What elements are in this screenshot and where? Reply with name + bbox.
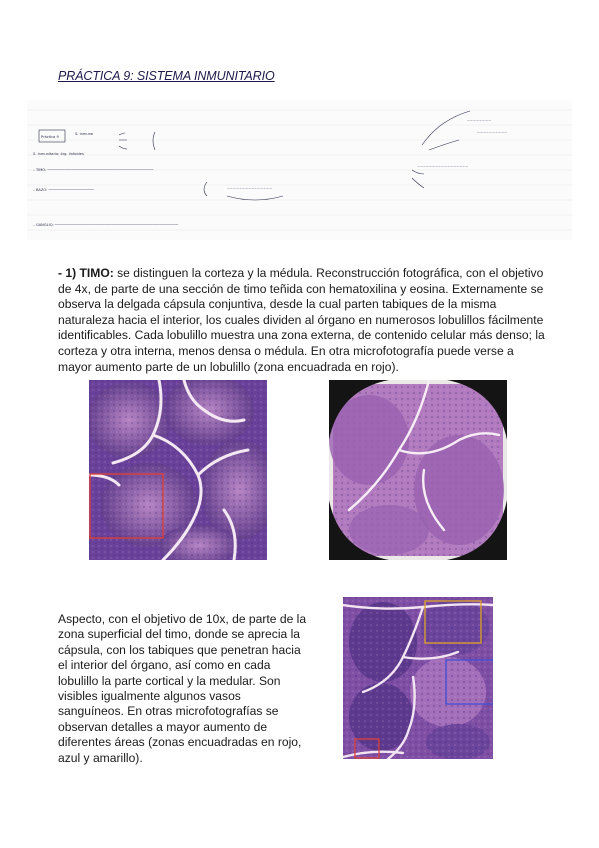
thymus-micrograph-10x (343, 597, 493, 759)
thymus-heading: - 1) TIMO: (58, 266, 114, 280)
notes-header: S. inmune (75, 132, 94, 136)
thymus-micrograph-4x (89, 380, 267, 560)
svg-text:– TIMO: ──────────────────────: – TIMO: ───────────────────────────────────────────────── (33, 168, 154, 172)
svg-text:~~~~~~~~: ~~~~~~~~ (467, 119, 492, 123)
notes-line1: S. inmunitario: órg. linfoides (33, 152, 84, 156)
thymus-text: se distinguen la corteza y la médula. Reconstrucción fotográfica, con el objetivo de 4x, de parte de una sección de timo teñida con hematoxilina y eosina. Externamente se observa la delgada cápsula conjuntiva, desde la cual parten tabiques de la misma naturaleza hacia el interior, los cuales dividen al órgano en numerosos lobulillos fácilmente identificables. Cada lobulillo muestra una zona externa, de contenido celular más denso; la corteza y otra interna, menos densa o médula. En otra microfotografía puede verse a mayor aumento parte de un lobulillo (zona encuadrada en rojo). (58, 266, 545, 374)
thymus-description (58, 266, 550, 375)
svg-text:~~~~~~~~~~~~~~~~~: ~~~~~~~~~~~~~~~~~ (417, 165, 469, 169)
svg-text:~~~~~~~~~~~~~~~: ~~~~~~~~~~~~~~~ (227, 187, 273, 191)
svg-text:~~~~~~~~~~: ~~~~~~~~~~ (477, 131, 508, 135)
handwritten-notes-image (27, 100, 572, 240)
svg-text:– GANGLIO: ───────────────────: – GANGLIO: ───────────────────────────────────────────────────────── (33, 223, 179, 227)
svg-text:– BAZO: ─────────────────────: – BAZO: ───────────────────── (33, 188, 94, 192)
notes-box-label: Práctica 9 (41, 135, 59, 139)
thymus-lobule-micrograph (329, 380, 507, 560)
thymus-10x-description: Aspecto, con el objetivo de 10x, de parte de la zona superficial del timo, donde se aprecia la cápsula, con los tabiques que penetran hacia el interior del órgano, así como en cada lobulillo la parte cortical y la medular. Son visibles igualmente algunos vasos sanguíneos. En otras microfotografías se observan detalles a mayor aumento de diferentes áreas (zonas encuadradas en rojo, azul y amarillo). (58, 612, 307, 765)
page-title: PRÁCTICA 9: SISTEMA INMUNITARIO (58, 69, 275, 83)
